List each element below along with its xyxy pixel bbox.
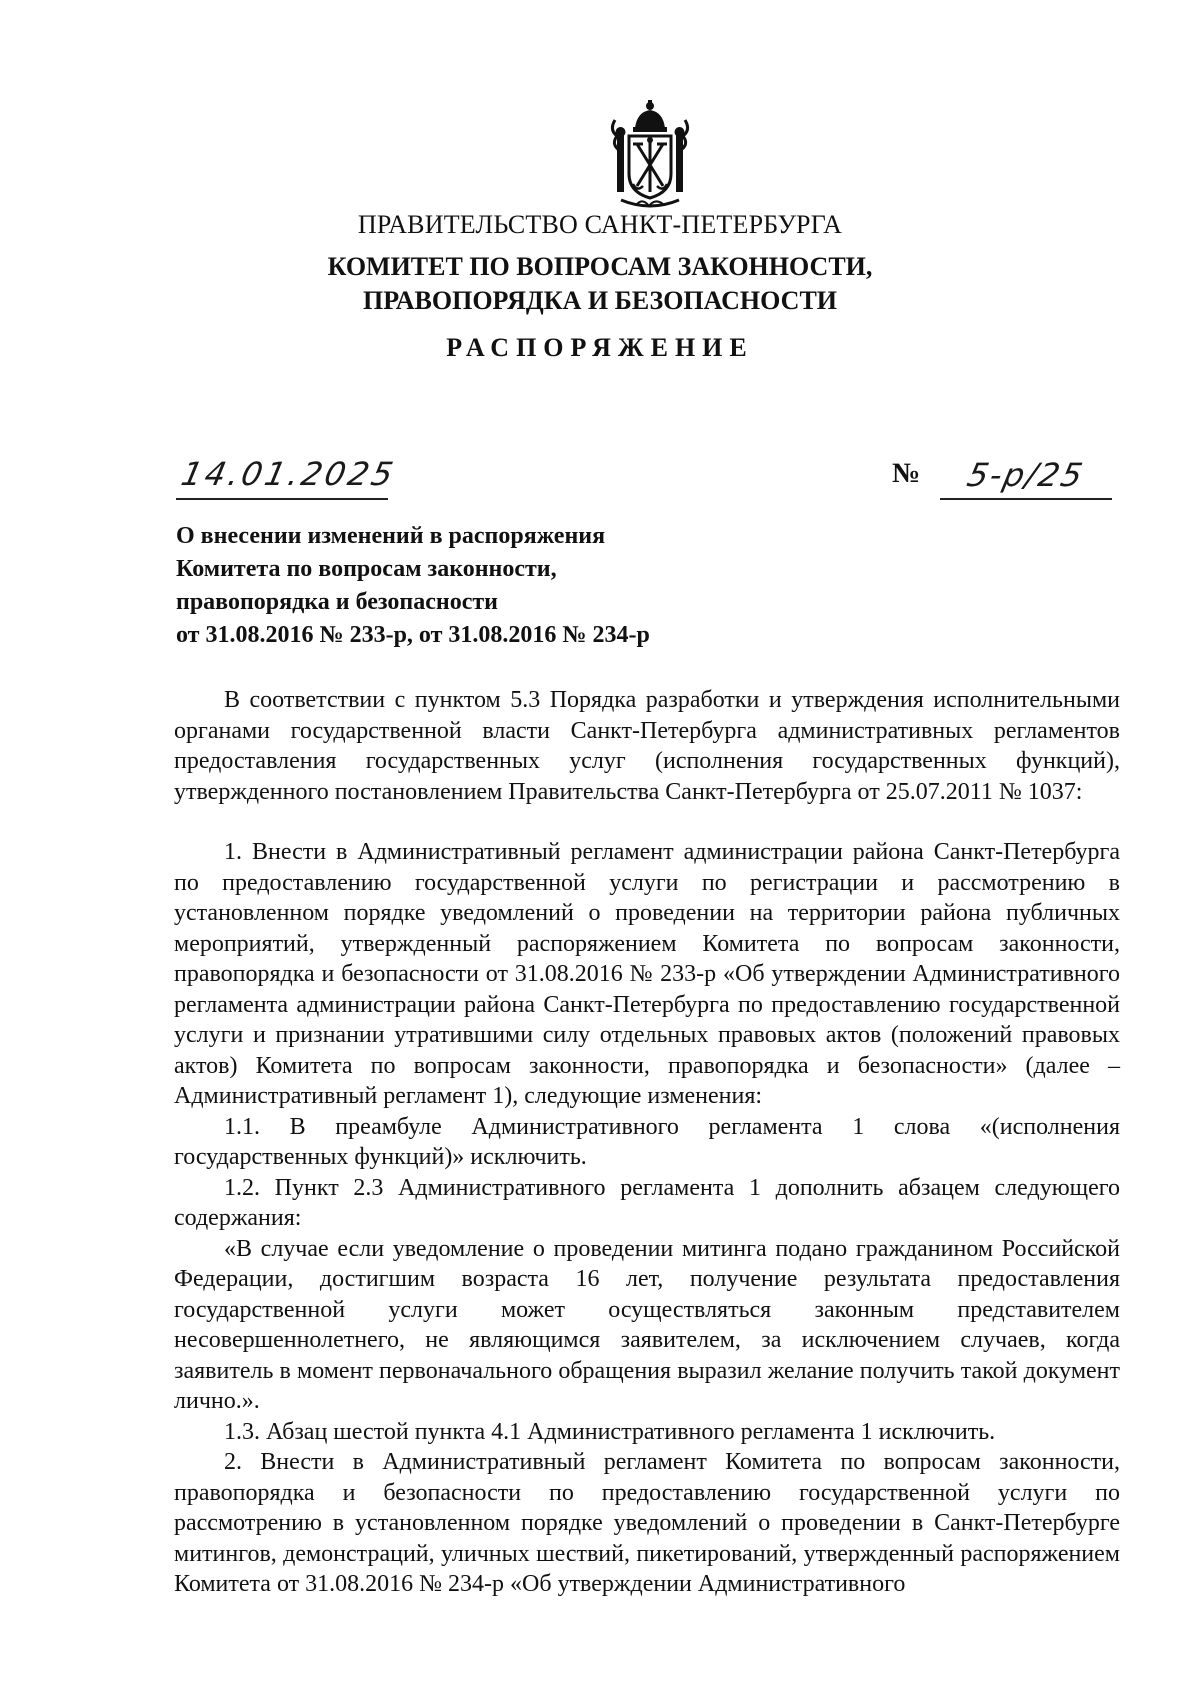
- item-2: 2. Внести в Административный регламент Комитета по вопросам законности, правопорядка и безопасности по предоставлению государственной услуги по рассмотрению в установленном порядке уведомлений о проведении в Санкт-Петербурге митингов, демонстраций, уличных шествий, пикетирований, утвержденный распоряжением Комитета от 31.08.2016 № 234-р «Об утверждении Административного: [174, 1449, 1120, 1597]
- number-label: №: [892, 458, 921, 489]
- committee-title-line1: КОМИТЕТ ПО ВОПРОСАМ ЗАКОННОСТИ,: [327, 252, 873, 281]
- handwritten-date: 14.01.2025: [177, 455, 400, 493]
- item-1-3: 1.3. Абзац шестой пункта 4.1 Административного регламента 1 исключить.: [224, 1418, 996, 1445]
- subject-line3: правопорядка и безопасности: [176, 589, 498, 615]
- order-items: [174, 837, 1120, 1600]
- committee-title: [0, 250, 1200, 318]
- committee-title-line2: ПРАВОПОРЯДКА И БЕЗОПАСНОСТИ: [362, 286, 838, 315]
- item-1-2: 1.2. Пункт 2.3 Административного регламента 1 дополнить абзацем следующего содержания:: [174, 1174, 1120, 1231]
- subject-line2: Комитета по вопросам законности,: [176, 556, 557, 582]
- document-subject: [176, 520, 736, 652]
- preamble-paragraph: В соответствии с пунктом 5.3 Порядка разработки и утверждения исполнительными органами государственной власти Санкт-Петербурга административных регламентов предоставления государственных услуг (исполнения государственных функций), утвержденного постановлением Правительства Санкт-Петербурга от 25.07.2011 № 1037:: [174, 687, 1120, 805]
- saint-petersburg-coat-of-arms-icon: [607, 100, 693, 212]
- preamble: [174, 685, 1120, 807]
- government-title: ПРАВИТЕЛЬСТВО САНКТ-ПЕТЕРБУРГА: [357, 210, 843, 239]
- subject-line1: О внесении изменений в распоряжения: [176, 523, 606, 549]
- document-type-title: РАСПОРЯЖЕНИЕ: [446, 333, 754, 362]
- handwritten-number: 5-р/25: [963, 456, 1088, 494]
- item-1-2-quote: «В случае если уведомление о проведении митинга подано гражданином Российской Федерации, достигшим возраста 16 лет, получение результата предоставления государственной услуги может осуществляться законным представителем несовершеннолетнего, не являющимся заявителем, за исключением случаев, когда заявитель в момент первоначального обращения выразил желание получить такой документ лично.».: [174, 1235, 1120, 1414]
- subject-line4: от 31.08.2016 № 233-р, от 31.08.2016 № 234-р: [176, 622, 650, 648]
- item-1-1: 1.1. В преамбуле Административного регламента 1 слова «(исполнения государственных функций)» исключить.: [174, 1113, 1120, 1170]
- item-1: 1. Внести в Административный регламент администрации района Санкт-Петербурга по предоставлению государственной услуги по регистрации и рассмотрению в установленном порядке уведомлений о проведении на территории района публичных мероприятий, утвержденный распоряжением Комитета по вопросам законности, правопорядка и безопасности от 31.08.2016 № 233-р «Об утверждении Административного регламента администрации района Санкт-Петербурга по предоставлению государственной услуги и признании утратившими силу отдельных правовых актов (положений правовых актов) Комитета по вопросам законности, правопорядка и безопасности» (далее – Административный регламент 1), следующие изменения:: [174, 839, 1120, 1109]
